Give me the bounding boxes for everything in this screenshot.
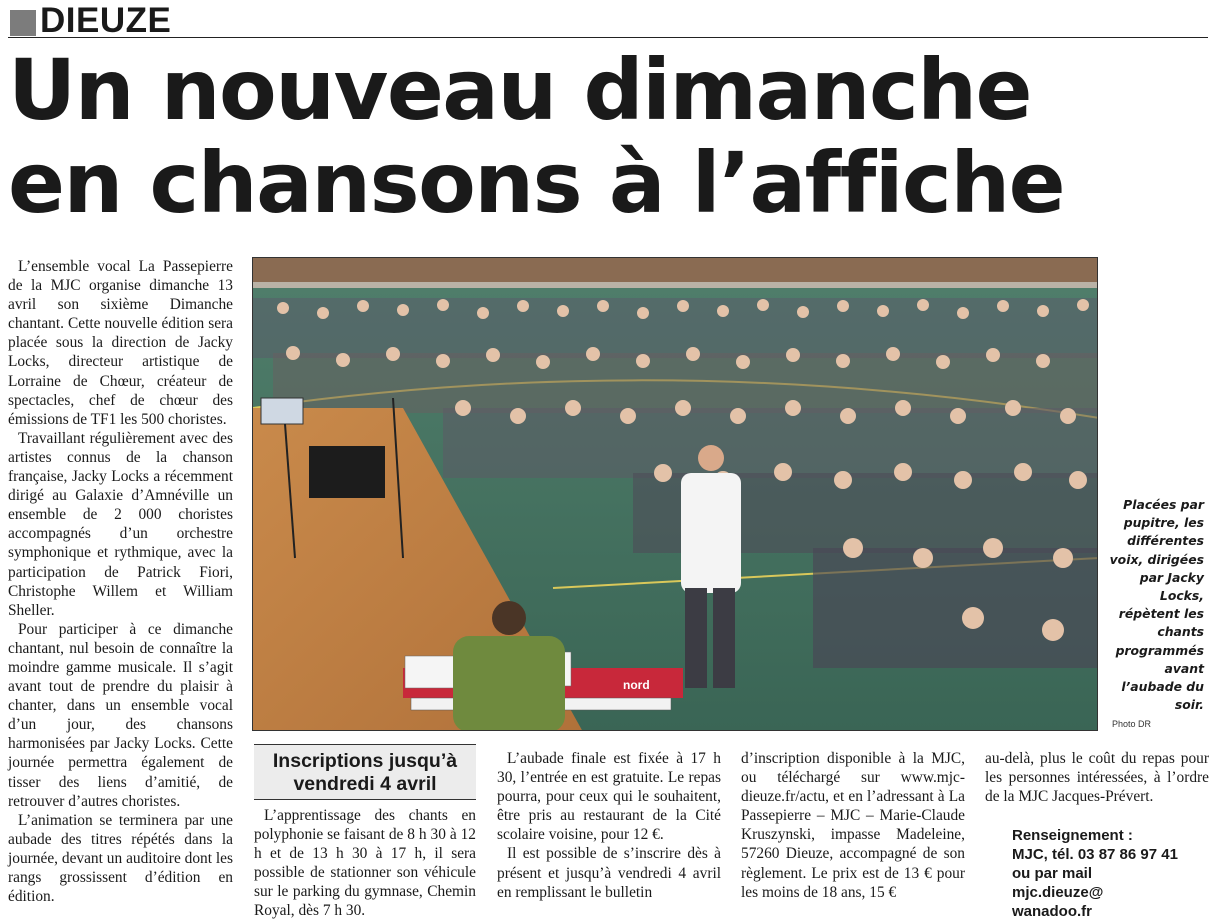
paragraph: L’ensemble vocal La Passepierre de la MJC organise dimanche 13 avril son sixième Dimanche chantant. Cette nouvelle édition sera placée sous la direction de Jacky Locks, directeur artistique de Lorraine de Chœur, créateur de spectacles, chef de chœur des émissions de TF1 les 500 choristes. — [8, 258, 233, 428]
rehearsal-photo-illustration — [253, 258, 1098, 731]
headline-line-2: en chansons à l’affiche — [8, 134, 1065, 232]
paragraph: L’animation se terminera par une aubade des titres répétés dans la journée, devant un auditoire dont les rangs grossissent d’édition en édition. — [8, 811, 233, 906]
contact-mail-label: ou par mail — [1012, 865, 1093, 882]
photo-credit: Photo DR — [1111, 719, 1151, 729]
section-name: DIEUZE — [40, 1, 172, 40]
subhead-line-2: vendredi 4 avril — [293, 773, 437, 795]
contact-email-part2: wanadoo.fr — [1012, 903, 1093, 920]
contact-email-part1: mjc.dieuze@ — [1012, 884, 1104, 901]
photo-caption: Placées par pupitre, les différentes voix, dirigées par Jacky Locks, répètent les chants programmés avant l’aubade du soir. — [1109, 497, 1204, 713]
subhead-box — [254, 744, 476, 800]
section-square-icon — [10, 10, 36, 36]
contact-info — [1012, 826, 1207, 921]
article-photo — [252, 257, 1098, 731]
paragraph: au-delà, plus le coût du repas pour les personnes intéressées, à l’ordre de la MJC Jacques-Prévert. — [985, 750, 1209, 806]
section-header — [8, 1, 1208, 40]
paragraph: Pour participer à ce dimanche chantant, nul besoin de connaître la moindre gamme musicale. Il s’agit avant tout de prendre du plaisir à chanter, dans un ensemble vocal d’un jour, des chansons harmonisées par Jacky Locks. Cette journée permettra également de tisser des liens d’amitié, de retrouver d’autres choristes. — [8, 620, 233, 810]
paragraph: Il est possible de s’inscrire dès à présent et jusqu’à vendredi 4 avril en remplissant le bulletin — [497, 845, 721, 901]
article-column-3 — [497, 749, 721, 902]
speaker — [309, 446, 385, 498]
contact-heading: Renseignement : — [1012, 827, 1133, 844]
headline-line-1: Un nouveau dimanche — [8, 41, 1032, 139]
article-column-4 — [741, 749, 965, 902]
subhead-line-1: Inscriptions jusqu’à — [272, 750, 458, 772]
pianist — [492, 601, 526, 635]
article-column-2 — [254, 806, 476, 921]
headline — [8, 41, 1203, 232]
keyboard-brand-label: nord — [623, 678, 650, 692]
sheet-music — [405, 656, 457, 688]
article-column-5 — [985, 749, 1209, 806]
article-column-1 — [8, 257, 233, 906]
paragraph: L’apprentissage des chants en polyphonie se faisant de 8 h 30 à 12 h et de 13 h 30 à 17 h, il sera possible de stationner son véhicule sur le parking du gymnase, Chemin Royal, dès 7 h 30. — [254, 807, 476, 920]
paragraph: Travaillant régulièrement avec des artistes connus de la chanson française, Jacky Locks a récemment dirigé au Galaxie d’Amnéville un ensemble de 2 000 choristes accompagnés d’un orchestre symphonique et rythmique, avec la participation de Patrick Fiori, Christophe Willem et William Sheller. — [8, 429, 233, 619]
contact-phone: MJC, tél. 03 87 86 97 41 — [1012, 846, 1178, 863]
paragraph: L’aubade finale est fixée à 17 h 30, l’entrée en est gratuite. Le repas pourra, pour ceux qui le souhaitent, être pris au restaurant de la Cité scolaire voisine, pour 12 €. — [497, 750, 721, 844]
music-stand-sheet — [261, 398, 303, 424]
paragraph: d’inscription disponible à la MJC, ou téléchargé sur www.mjc-dieuze.fr/actu, et en l’adressant à La Passepierre – MJC – Marie-Claude Kruszynski, impasse Madeleine, 57260 Dieuze, accompagné de son règlement. Le prix est de 13 € pour les moins de 18 ans, 15 € — [741, 750, 965, 901]
